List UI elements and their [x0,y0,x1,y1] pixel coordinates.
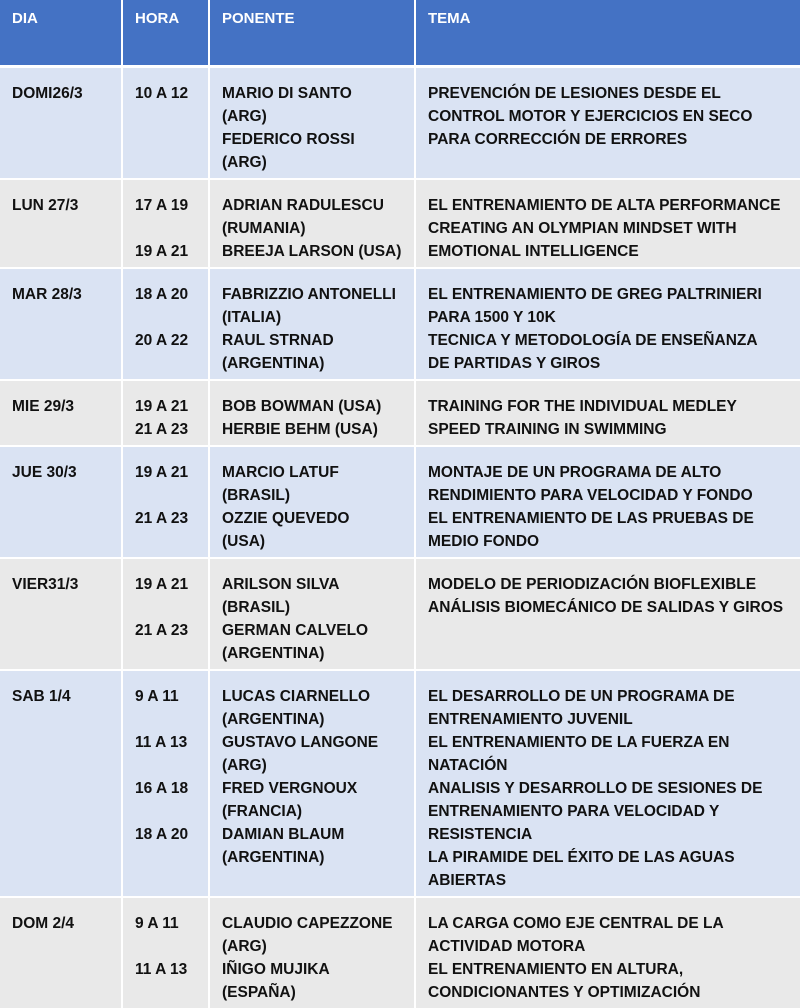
tema-line: PARA 1500 Y 10K [428,309,556,326]
tema-line: EL DESARROLLO DE UN PROGRAMA DE [428,688,735,705]
hora-line [135,708,202,731]
cell-dia: MIE 29/3 [0,380,122,446]
tema-line: EL ENTRENAMIENTO DE GREG PALTRINIERI [428,286,762,303]
hora-line: 11 A 13 [135,734,188,751]
cell-tema [415,670,800,897]
hora-line [135,484,202,507]
ponente-line: LUCAS CIARNELLO [222,688,371,705]
tema-line: EL ENTRENAMIENTO DE ALTA PERFORMANCE [428,197,781,214]
tema-line: CONTROL MOTOR Y EJERCICIOS EN SECO [428,107,753,125]
tema-line: EL ENTRENAMIENTO EN ALTURA, [428,961,684,978]
hora-line: 21 A 23 [135,622,189,639]
tema-line: EMOTIONAL INTELLIGENCE [428,243,639,260]
tema-line: MODELO DE PERIODIZACIÓN BIOFLEXIBLE [428,576,757,593]
ponente-line: BREEJA LARSON (USA) [222,243,402,260]
cell-dia: SAB 1/4 [0,670,122,897]
hora-line: 16 A 18 [135,780,189,797]
ponente-line: CLAUDIO CAPEZZONE [222,915,393,932]
ponente-line: FRED VERGNOUX [222,780,358,797]
cell-tema [415,897,800,1008]
cell-ponente [209,446,415,558]
cell-ponente [209,66,415,179]
header-dia: DIA [0,0,122,66]
hora-line [135,306,202,329]
ponente-line: (USA) [222,533,266,550]
cell-tema [415,446,800,558]
cell-ponente [209,897,415,1008]
tema-line: LA PIRAMIDE DEL ÉXITO DE LAS AGUAS [428,849,735,866]
cell-tema [415,558,800,670]
hora-line: 20 A 22 [135,332,189,349]
table-header [0,0,800,66]
cell-dia: DOM 2/4 [0,897,122,1008]
ponente-line: IÑIGO MUJIKA [222,961,330,978]
cell-dia: DOMI26/3 [0,66,122,179]
table-row [0,66,800,179]
tema-line: ABIERTAS [428,872,507,889]
ponente-line: (ESPAÑA) [222,984,296,1001]
cell-ponente [209,380,415,446]
ponente-line: (ARGENTINA) [222,645,325,662]
table-body [0,66,800,1008]
hora-line [135,105,202,128]
cell-hora [122,380,209,446]
table-row [0,897,800,1008]
cell-ponente [209,670,415,897]
ponente-line: (ITALIA) [222,309,282,326]
hora-line: 21 A 23 [135,421,189,438]
tema-line: ACTIVIDAD MOTORA [428,938,586,955]
ponente-line: MARIO DI SANTO [222,84,352,102]
ponente-line: MARCIO LATUF [222,464,339,481]
ponente-line: (BRASIL) [222,487,291,504]
ponente-line [222,869,408,892]
hora-line [135,128,202,151]
ponente-line: (BRASIL) [222,599,291,616]
table-row [0,446,800,558]
table-row [0,670,800,897]
tema-line [428,619,794,642]
table-row [0,558,800,670]
cell-dia: VIER31/3 [0,558,122,670]
ponente-line: (ARG) [222,107,267,125]
cell-tema [415,380,800,446]
hora-line: 19 A 21 [135,243,189,260]
tema-line: ENTRENAMIENTO PARA VELOCIDAD Y [428,803,720,820]
hora-line [135,151,202,174]
tema-line: EL ENTRENAMIENTO DE LAS PRUEBAS DE [428,510,754,527]
cell-tema [415,66,800,179]
tema-line: TECNICA Y METODOLOGÍA DE ENSEÑANZA [428,332,758,349]
cell-hora [122,670,209,897]
cell-hora [122,268,209,380]
ponente-line: (ARG) [222,153,267,171]
hora-line [135,800,202,823]
tema-line: MEDIO FONDO [428,533,540,550]
tema-line: RENDIMIENTO PARA VELOCIDAD Y FONDO [428,487,753,504]
hora-line: 9 A 11 [135,915,179,932]
hora-line [135,981,202,1004]
ponente-line: HERBIE BEHM (USA) [222,421,378,438]
cell-ponente [209,268,415,380]
tema-line: TRAINING FOR THE INDIVIDUAL MEDLEY [428,398,737,415]
ponente-line: FABRIZZIO ANTONELLI [222,286,396,303]
header-row [0,0,800,66]
tema-line: PREVENCIÓN DE LESIONES DESDE EL [428,84,721,102]
cell-ponente [209,179,415,268]
hora-line [135,935,202,958]
ponente-line: BOB BOWMAN (USA) [222,398,382,415]
cell-hora [122,446,209,558]
hora-line [135,754,202,777]
hora-line [135,217,202,240]
hora-line: 21 A 23 [135,510,189,527]
tema-line: DE PARTIDAS Y GIROS [428,355,601,372]
tema-line: CREATING AN OLYMPIAN MINDSET WITH [428,220,737,237]
ponente-line: (RUMANIA) [222,220,306,237]
tema-line: LA CARGA COMO EJE CENTRAL DE LA [428,915,724,932]
cell-hora [122,66,209,179]
hora-line: 19 A 21 [135,464,189,481]
cell-tema [415,179,800,268]
ponente-line: RAUL STRNAD [222,332,334,349]
tema-line: NATACIÓN [428,757,508,774]
ponente-line: OZZIE QUEVEDO [222,510,350,527]
table-row [0,179,800,268]
tema-line: PARA CORRECCIÓN DE ERRORES [428,130,688,148]
header-tema: TEMA [415,0,800,66]
cell-dia: JUE 30/3 [0,446,122,558]
cell-dia: MAR 28/3 [0,268,122,380]
ponente-line: GERMAN CALVELO [222,622,369,639]
hora-line: 9 A 11 [135,688,179,705]
hora-line: 19 A 21 [135,576,189,593]
cell-ponente [209,558,415,670]
hora-line: 18 A 20 [135,286,189,303]
tema-line [428,151,794,174]
tema-line: ENTRENAMIENTO JUVENIL [428,711,633,728]
hora-line [135,869,202,892]
ponente-line: FEDERICO ROSSI [222,130,355,148]
table-row [0,380,800,446]
ponente-line: ARILSON SILVA [222,576,340,593]
tema-line: ANÁLISIS BIOMECÁNICO DE SALIDAS Y GIROS [428,599,784,616]
ponente-line: GUSTAVO LANGONE [222,734,379,751]
ponente-line: ADRIAN RADULESCU [222,197,384,214]
tema-line: MONTAJE DE UN PROGRAMA DE ALTO [428,464,722,481]
hora-line: 10 A 12 [135,84,189,102]
hora-line [135,596,202,619]
ponente-line: DAMIAN BLAUM [222,826,345,843]
header-ponente: PONENTE [209,0,415,66]
ponente-line: (ARGENTINA) [222,711,325,728]
hora-line: 11 A 13 [135,961,188,978]
ponente-line: (ARG) [222,757,267,774]
cell-hora [122,179,209,268]
cell-hora [122,558,209,670]
ponente-line: (FRANCIA) [222,803,303,820]
hora-line [135,352,202,375]
hora-line: 19 A 21 [135,398,189,415]
ponente-line: (ARGENTINA) [222,849,325,866]
table-row [0,268,800,380]
header-hora: HORA [122,0,209,66]
tema-line [428,642,794,665]
tema-line: CONDICIONANTES Y OPTIMIZACIÓN [428,984,701,1001]
tema-line: EL ENTRENAMIENTO DE LA FUERZA EN [428,734,730,751]
cell-hora [122,897,209,1008]
cell-tema [415,268,800,380]
hora-line: 17 A 19 [135,197,189,214]
ponente-line: (ARG) [222,938,267,955]
tema-line: ANALISIS Y DESARROLLO DE SESIONES DE [428,780,763,797]
ponente-line: (ARGENTINA) [222,355,325,372]
hora-line [135,530,202,553]
tema-line: RESISTENCIA [428,826,533,843]
cell-dia: LUN 27/3 [0,179,122,268]
hora-line [135,846,202,869]
hora-line [135,642,202,665]
tema-line: SPEED TRAINING IN SWIMMING [428,421,667,438]
hora-line: 18 A 20 [135,826,189,843]
